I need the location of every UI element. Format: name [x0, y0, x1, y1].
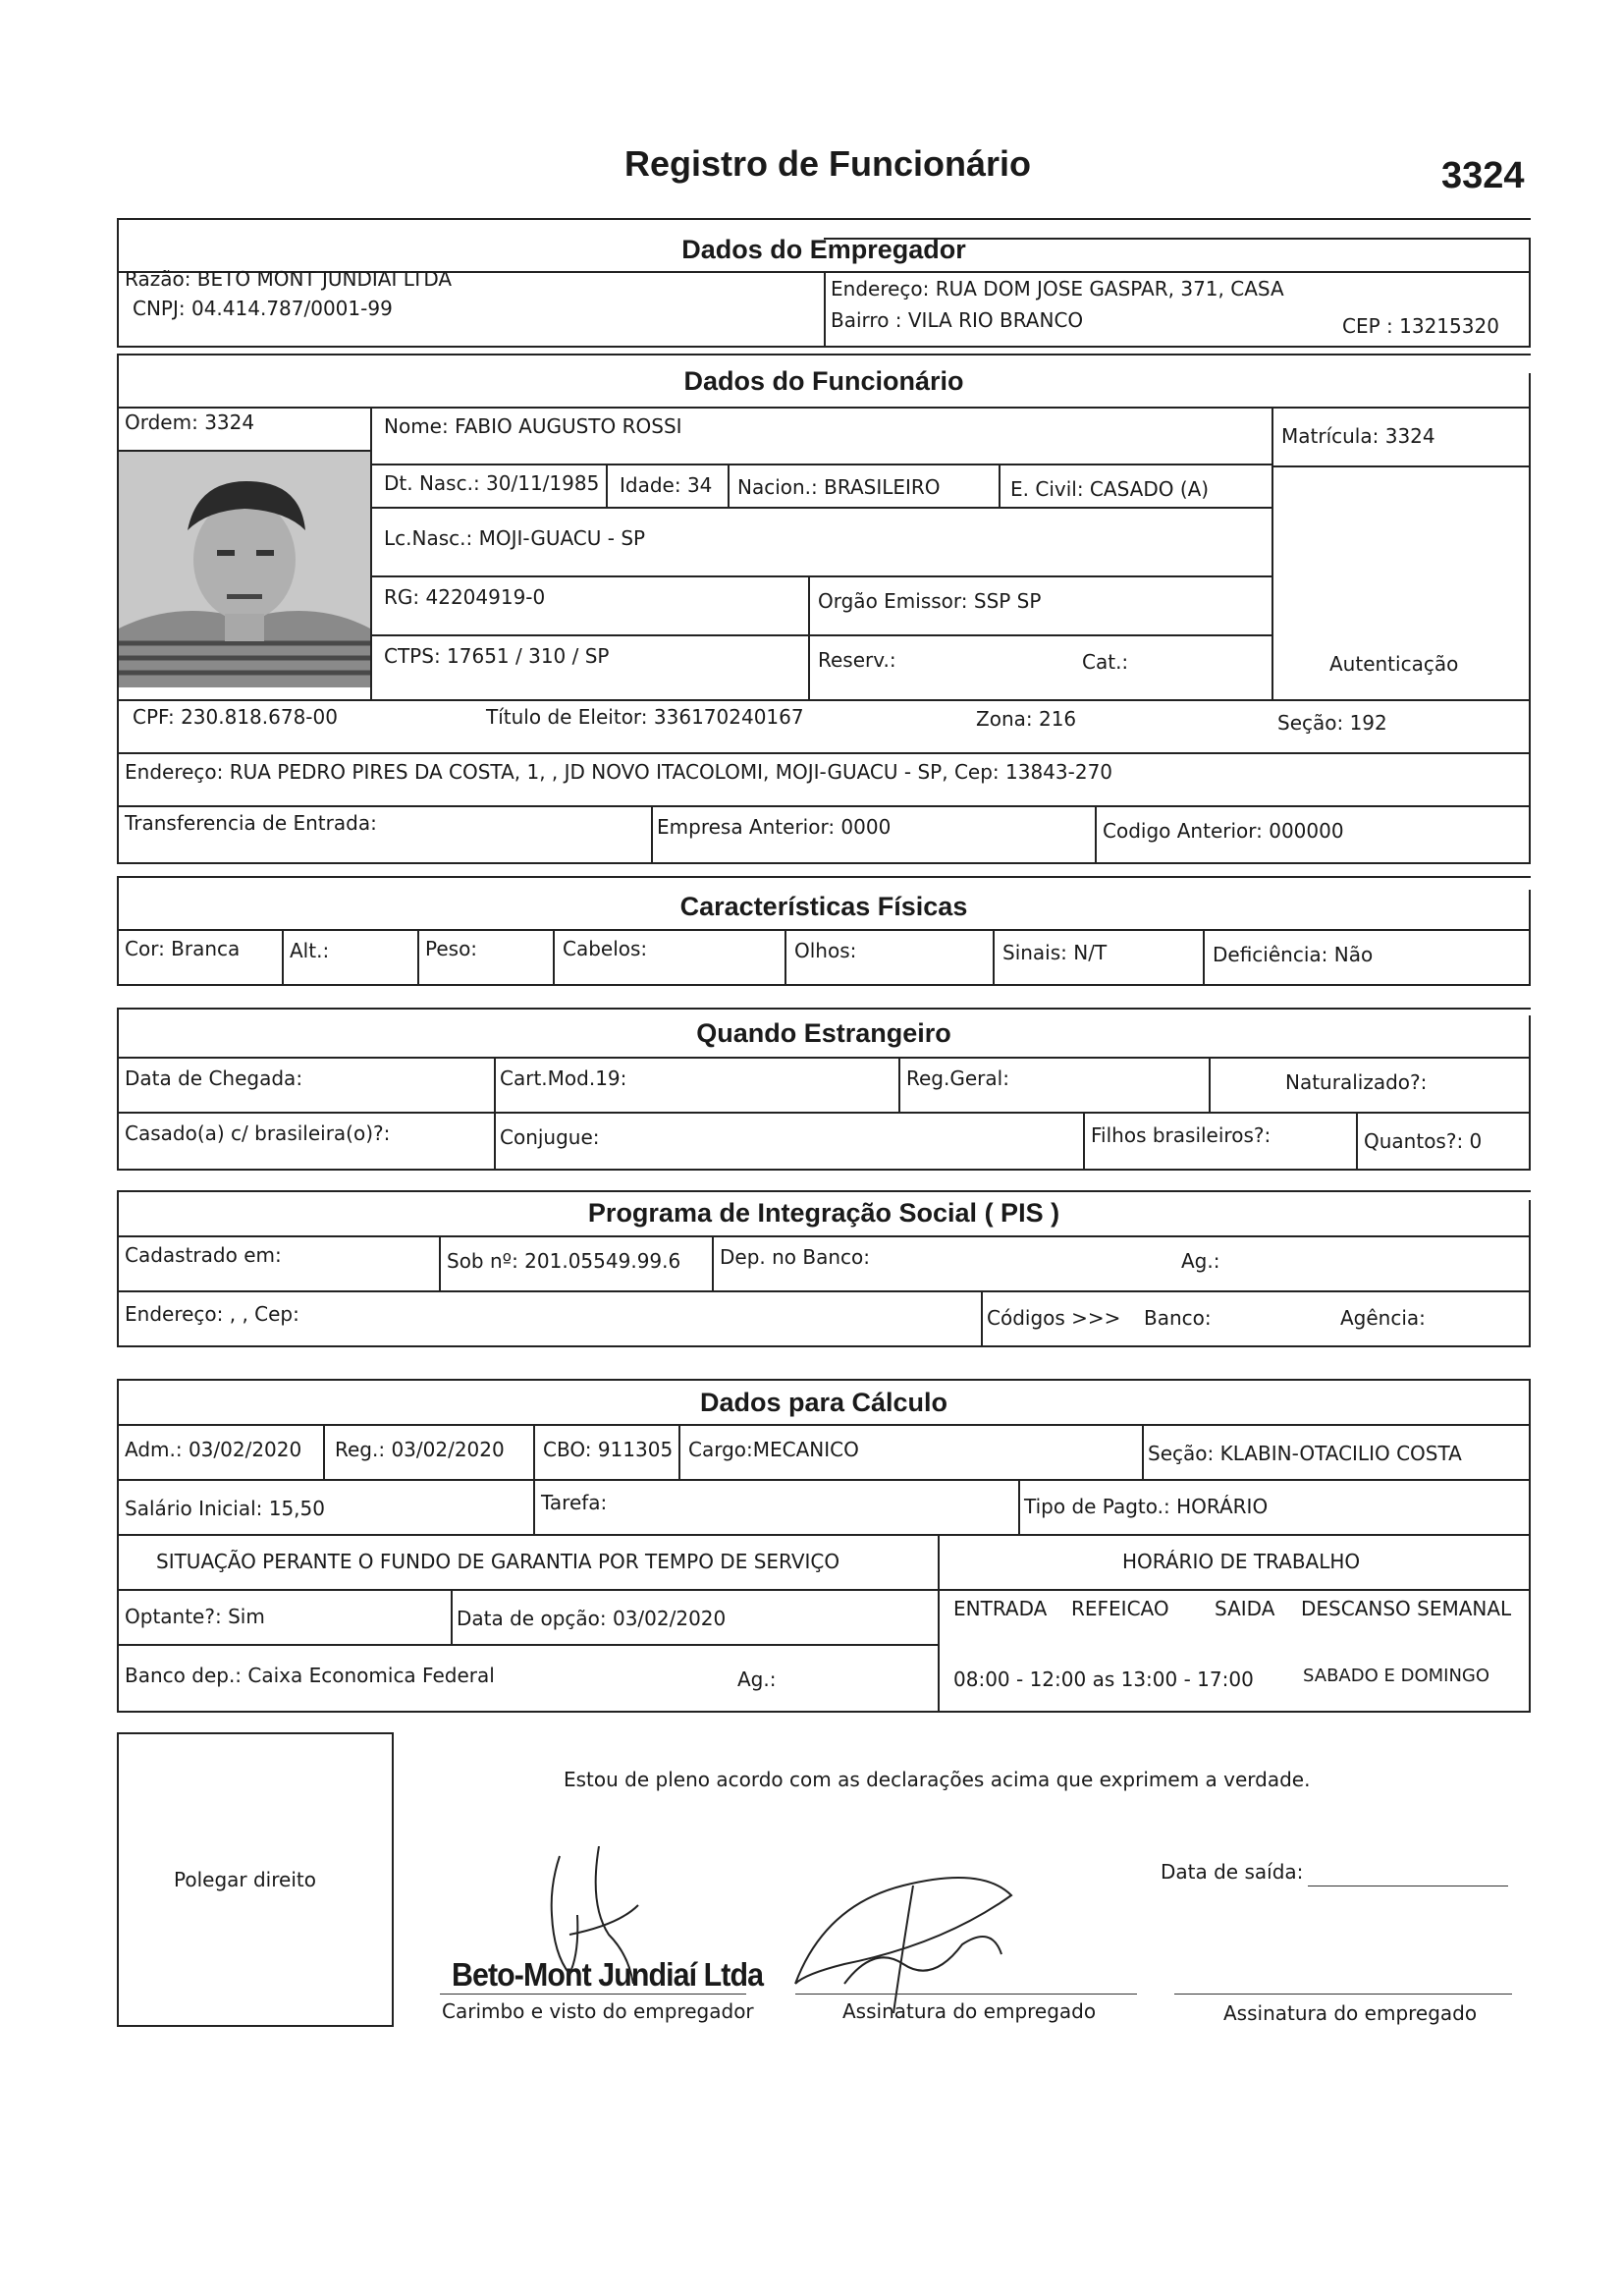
ctps: CTPS: 17651 / 310 / SP	[384, 644, 610, 668]
data-nascimento: Dt. Nasc.: 30/11/1985	[384, 471, 600, 495]
assinatura-empregado-2: Assinatura do empregado	[1223, 2001, 1478, 2025]
employee-section	[117, 354, 1531, 864]
assinatura-empregado-1: Assinatura do empregado	[842, 1999, 1097, 2023]
banco-ag: Ag.:	[737, 1667, 777, 1691]
codigos: Códigos >>>	[987, 1306, 1121, 1330]
razao-social: Razão: BETO MONT JUNDIAI LTDA	[125, 267, 453, 291]
codigo-anterior: Codigo Anterior: 000000	[1103, 819, 1344, 843]
cargo: Cargo:MECANICO	[688, 1438, 859, 1461]
conjugue: Conjugue:	[500, 1125, 600, 1149]
fgts-title: SITUAÇÃO PERANTE O FUNDO DE GARANTIA POR TEMPO DE SERVIÇO	[156, 1550, 840, 1573]
olhos: Olhos:	[794, 939, 857, 962]
pis-numero: Sob nº: 201.05549.99.6	[447, 1249, 681, 1273]
thumbprint-box	[117, 1732, 394, 2027]
data-saida: Data de saída:	[1161, 1860, 1304, 1884]
employee-address: Endereço: RUA PEDRO PIRES DA COSTA, 1, , JD NOVO ITACOLOMI, MOJI-GUACU - SP, Cep: 13843-270	[125, 760, 1113, 784]
secao-eleitoral: Seção: 192	[1277, 711, 1387, 735]
data-chegada: Data de Chegada:	[125, 1066, 303, 1090]
registro: Reg.: 03/02/2020	[335, 1438, 505, 1461]
peso: Peso:	[425, 937, 478, 960]
employee-photo	[119, 452, 370, 687]
pis-endereco: Endereço: , , Cep:	[125, 1302, 299, 1326]
physical-section	[117, 876, 1531, 986]
categoria: Cat.:	[1082, 650, 1129, 674]
sinais: Sinais: N/T	[1002, 941, 1108, 964]
ordem: Ordem: 3324	[125, 410, 255, 434]
orgao-emissor: Orgão Emissor: SSP SP	[818, 589, 1042, 613]
section-title-empregador: Dados do Empregador	[681, 235, 966, 264]
estado-civil: E. Civil: CASADO (A)	[1010, 477, 1210, 501]
secao-trabalho: Seção: KLABIN-OTACILIO COSTA	[1148, 1442, 1462, 1465]
tarefa: Tarefa:	[541, 1491, 608, 1514]
transferencia-entrada: Transferencia de Entrada:	[125, 811, 377, 835]
banco-deposito: Banco dep.: Caixa Economica Federal	[125, 1664, 495, 1687]
admissao: Adm.: 03/02/2020	[125, 1438, 302, 1461]
casado-brasileiro: Casado(a) c/ brasileira(o)?:	[125, 1121, 391, 1145]
section-title-calculo: Dados para Cálculo	[699, 1388, 948, 1417]
carimbo-visto: Carimbo e visto do empregador	[442, 1999, 754, 2023]
section-title-fisicas: Características Físicas	[679, 892, 968, 921]
matricula: Matrícula: 3324	[1281, 424, 1435, 448]
declaracao: Estou de pleno acordo com as declarações acima que exprimem a verdade.	[564, 1768, 1311, 1791]
altura: Alt.:	[290, 939, 330, 962]
employer-cep: CEP : 13215320	[1342, 314, 1499, 338]
pis-banco: Banco:	[1144, 1306, 1212, 1330]
foreigner-section	[117, 1008, 1531, 1171]
pis-agencia: Agência:	[1340, 1306, 1426, 1330]
cadastrado-em: Cadastrado em:	[125, 1243, 282, 1267]
reg-geral: Reg.Geral:	[906, 1066, 1009, 1090]
optante: Optante?: Sim	[125, 1605, 265, 1628]
polegar-direito: Polegar direito	[174, 1868, 316, 1891]
employer-section	[117, 218, 1531, 348]
horario-valores: 08:00 - 12:00 as 13:00 - 17:00	[953, 1667, 1254, 1691]
titulo-eleitor: Título de Eleitor: 336170240167	[486, 705, 804, 729]
naturalizado: Naturalizado?:	[1285, 1070, 1428, 1094]
section-title-pis: Programa de Integração Social ( PIS )	[587, 1198, 1060, 1228]
cor: Cor: Branca	[125, 937, 241, 960]
horario-entrada-label: ENTRADA	[953, 1597, 1048, 1620]
horario-title: HORÁRIO DE TRABALHO	[1122, 1550, 1361, 1573]
calculation-section	[117, 1379, 1531, 1713]
pis-section	[117, 1190, 1531, 1347]
rg: RG: 42204919-0	[384, 585, 546, 609]
dep-banco: Dep. no Banco:	[720, 1245, 871, 1269]
zona: Zona: 216	[976, 707, 1077, 731]
horario-refeicao-label: REFEICAO	[1071, 1597, 1169, 1620]
empresa-anterior: Empresa Anterior: 0000	[657, 815, 892, 839]
employer-address: Endereço: RUA DOM JOSE GASPAR, 371, CASA	[831, 277, 1284, 301]
cnpj: CNPJ: 04.414.787/0001-99	[133, 297, 393, 320]
data-opcao: Data de opção: 03/02/2020	[457, 1607, 727, 1630]
tipo-pagamento: Tipo de Pagto.: HORÁRIO	[1024, 1495, 1269, 1518]
reservista: Reserv.:	[818, 648, 896, 672]
deficiencia: Deficiência: Não	[1213, 943, 1374, 966]
page-title: Registro de Funcionário	[624, 143, 1032, 184]
idade: Idade: 34	[620, 473, 713, 497]
stamp-text: Beto-Mont Jundiaí Ltda	[452, 1956, 764, 1993]
employer-bairro: Bairro : VILA RIO BRANCO	[831, 308, 1084, 332]
autenticacao: Autenticação	[1329, 652, 1459, 676]
cart-mod-19: Cart.Mod.19:	[500, 1066, 627, 1090]
salario-inicial: Salário Inicial: 15,50	[125, 1497, 325, 1520]
horario-descanso-label: DESCANSO SEMANAL	[1301, 1597, 1512, 1620]
horario-saida-label: SAIDA	[1215, 1597, 1275, 1620]
descanso-valor: SABADO E DOMINGO	[1303, 1666, 1490, 1686]
cpf: CPF: 230.818.678-00	[133, 705, 338, 729]
section-title-estrangeiro: Quando Estrangeiro	[696, 1018, 951, 1048]
nome: Nome: FABIO AUGUSTO ROSSI	[384, 414, 682, 438]
filhos-brasileiros: Filhos brasileiros?:	[1091, 1123, 1271, 1147]
cbo: CBO: 911305	[543, 1438, 674, 1461]
section-title-funcionario: Dados do Funcionário	[683, 366, 964, 396]
employer-signature	[422, 1846, 795, 1994]
nacionalidade: Nacion.: BRASILEIRO	[737, 475, 941, 499]
quantos: Quantos?: 0	[1364, 1129, 1483, 1153]
pis-ag: Ag.:	[1181, 1249, 1220, 1273]
cabelos: Cabelos:	[563, 937, 648, 960]
register-number: 3324	[1441, 155, 1525, 196]
employer-stamp	[422, 1846, 795, 1994]
local-nascimento: Lc.Nasc.: MOJI-GUACU - SP	[384, 526, 646, 550]
